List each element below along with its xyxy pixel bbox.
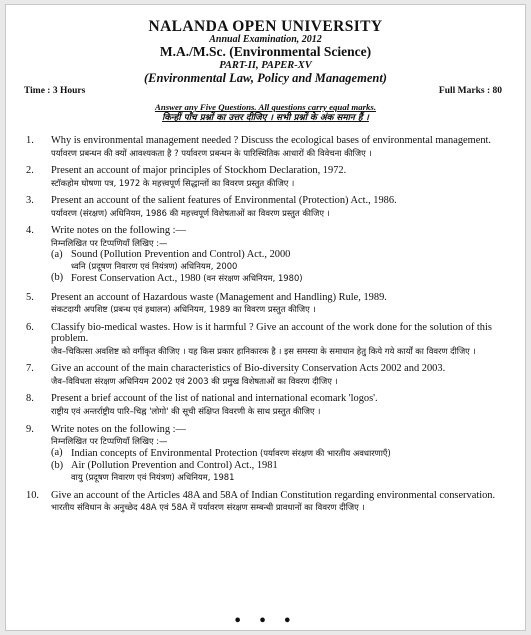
sub-question-text-en: Sound (Pollution Prevention and Control) Act., 2000 — [71, 248, 291, 260]
question-text-hi: निम्नलिखित पर टिप्पणियाँ लिखिए :— — [51, 436, 168, 447]
question-text-en: Write notes on the following :— — [51, 423, 186, 435]
sub-question-label: (a) — [51, 447, 63, 459]
question-item — [26, 225, 508, 285]
sub-question-text-en: Indian concepts of Environmental Protection — [71, 448, 258, 460]
sub-question-text-en: Forest Conservation Act., 1980 — [71, 273, 201, 285]
question-text-hi: भारतीय संविधान के अनुच्छेद 48A एवं 58A में पर्यावरण संरक्षण सम्बन्धी प्रावधानों का विवरण दीजिए । — [51, 502, 365, 513]
question-number: 5. — [26, 291, 34, 303]
question-text-en: Give an account of the main characteristics of Bio-diversity Conservation Acts 2002 and 2003. — [51, 363, 446, 375]
question-text-en: Present a brief account of the list of national and international ecomark 'logos'. — [51, 393, 378, 405]
sub-question-label: (a) — [51, 248, 63, 260]
question-text-hi: पर्यावरण प्रबन्धन की क्यों आवश्यकता है ? पर्यावरण प्रबन्धन के पारिस्थितिक आधारों की विवेचना कीजिए । — [51, 147, 372, 158]
question-item — [26, 363, 508, 387]
question-number: 4. — [26, 225, 34, 237]
question-number: 8. — [26, 393, 34, 405]
question-item — [26, 195, 508, 219]
instruction-hindi: किन्हीं पाँच प्रश्नों का उत्तर दीजिए । सभी प्रश्नों के अंक समान हैं । — [162, 113, 369, 123]
instruction-english: Answer any Five Questions. All questions carry equal marks. — [154, 102, 377, 112]
question-item — [26, 322, 508, 357]
end-of-paper-dots: • • • — [233, 614, 298, 629]
sub-question — [51, 249, 508, 273]
university-name: NALANDA OPEN UNIVERSITY — [148, 18, 383, 35]
sub-question-text — [71, 447, 508, 460]
question-text-en: Present an account of the salient features of Environmental (Protection) Act., 1986. — [51, 195, 397, 207]
question-text-hi: स्टॉकहोम घोषणा पत्र, 1972 के महत्त्वपूर्ण सिद्धान्तों का विवरण प्रस्तुत कीजिए । — [51, 177, 295, 188]
exam-paper-page — [5, 4, 526, 631]
question-text-hi: निम्नलिखित पर टिप्पणियाँ लिखिए :— — [51, 237, 168, 248]
question-text-hi: जैव–विविधता संरक्षण अधिनियम 2002 एवं 2003 की प्रमुख विशेषताओं का विवरण दीजिए । — [51, 375, 338, 386]
question-item — [26, 135, 508, 159]
sub-question-text-en: Air (Pollution Prevention and Control) Act., 1981 — [71, 459, 278, 471]
question-text-hi: संकटदायी अपशिष्ट (प्रबन्ध एवं हथालन) अधिनियम, 1989 का विवरण प्रस्तुत कीजिए । — [51, 304, 316, 315]
question-text-en: Classify bio-medical wastes. How is it harmful ? Give an account of the work done for the solution of this problem. — [51, 321, 492, 345]
question-item — [26, 292, 508, 316]
sub-question-text-hi: (पर्यावरण संरक्षण की भारतीय अवधारणाएँ) — [260, 448, 391, 459]
question-item — [26, 165, 508, 189]
question-item — [26, 490, 508, 514]
exam-session: Annual Examination, 2012 — [209, 34, 322, 45]
course-title: M.A./M.Sc. (Environmental Science) — [159, 44, 372, 59]
question-number: 10. — [26, 489, 39, 501]
question-number: 7. — [26, 363, 34, 375]
part-paper: PART-II, PAPER-XV — [219, 60, 312, 71]
sub-question — [51, 447, 508, 460]
question-text-en: Give an account of the Articles 48A and 58A of Indian Constitution regarding environmental conservation. — [51, 489, 496, 501]
question-item — [26, 424, 508, 484]
question-text-hi: राष्ट्रीय एवं अन्तर्राष्ट्रीय पारि–चिह्न 'लोगो' की सूची संक्षिप्त विवरणी के साथ प्रस्तुत कीजिए । — [51, 406, 321, 417]
sub-question-text-hi: वायु (प्रदूषण निवारण एवं नियंत्रण) अधिनियम, 1981 — [71, 472, 235, 483]
sub-question-text-hi: ध्वनि (प्रदूषण निवारण एवं नियंत्रण) अधिनियम, 2000 — [71, 261, 238, 272]
subject-title: (Environmental Law, Policy and Management) — [144, 71, 387, 85]
sub-question-text-hi: (वन संरक्षण अधिनियम, 1980) — [203, 273, 303, 284]
question-text-en: Why is environmental management needed ? Discuss the ecological bases of environmental management. — [51, 135, 492, 146]
question-number: 6. — [26, 321, 34, 333]
sub-question-text — [71, 272, 508, 285]
full-marks: Full Marks : 80 — [438, 86, 502, 96]
question-number: 9. — [26, 423, 34, 435]
sub-question-label: (b) — [51, 459, 64, 471]
question-item — [26, 393, 508, 417]
question-number: 2. — [26, 165, 34, 177]
sub-question — [51, 460, 508, 484]
question-text-en: Present an account of Hazardous waste (Management and Handling) Rule, 1989. — [51, 291, 387, 303]
time-allowed: Time : 3 Hours — [24, 86, 86, 96]
question-text-en: Write notes on the following :— — [51, 225, 186, 237]
question-number: 1. — [26, 135, 34, 146]
question-text-hi: पर्यावरण (संरक्षण) अधिनियम, 1986 की महत्त्वपूर्ण विशेषताओं का विवरण प्रस्तुत कीजिए । — [51, 207, 330, 218]
question-list — [26, 135, 508, 520]
question-number: 3. — [26, 195, 34, 207]
sub-question-label: (b) — [51, 272, 64, 284]
sub-question — [51, 272, 508, 285]
question-text-hi: जैव–चिकित्सा अवशिष्ट को वर्गीकृत कीजिए । यह किस प्रकार हानिकारक है । इस समस्या के समाधान हेतु किये गये कार्यों का विवरण दीजिए । — [51, 345, 476, 356]
question-text-en: Present an account of major principles of Stockhom Declaration, 1972. — [51, 165, 347, 177]
